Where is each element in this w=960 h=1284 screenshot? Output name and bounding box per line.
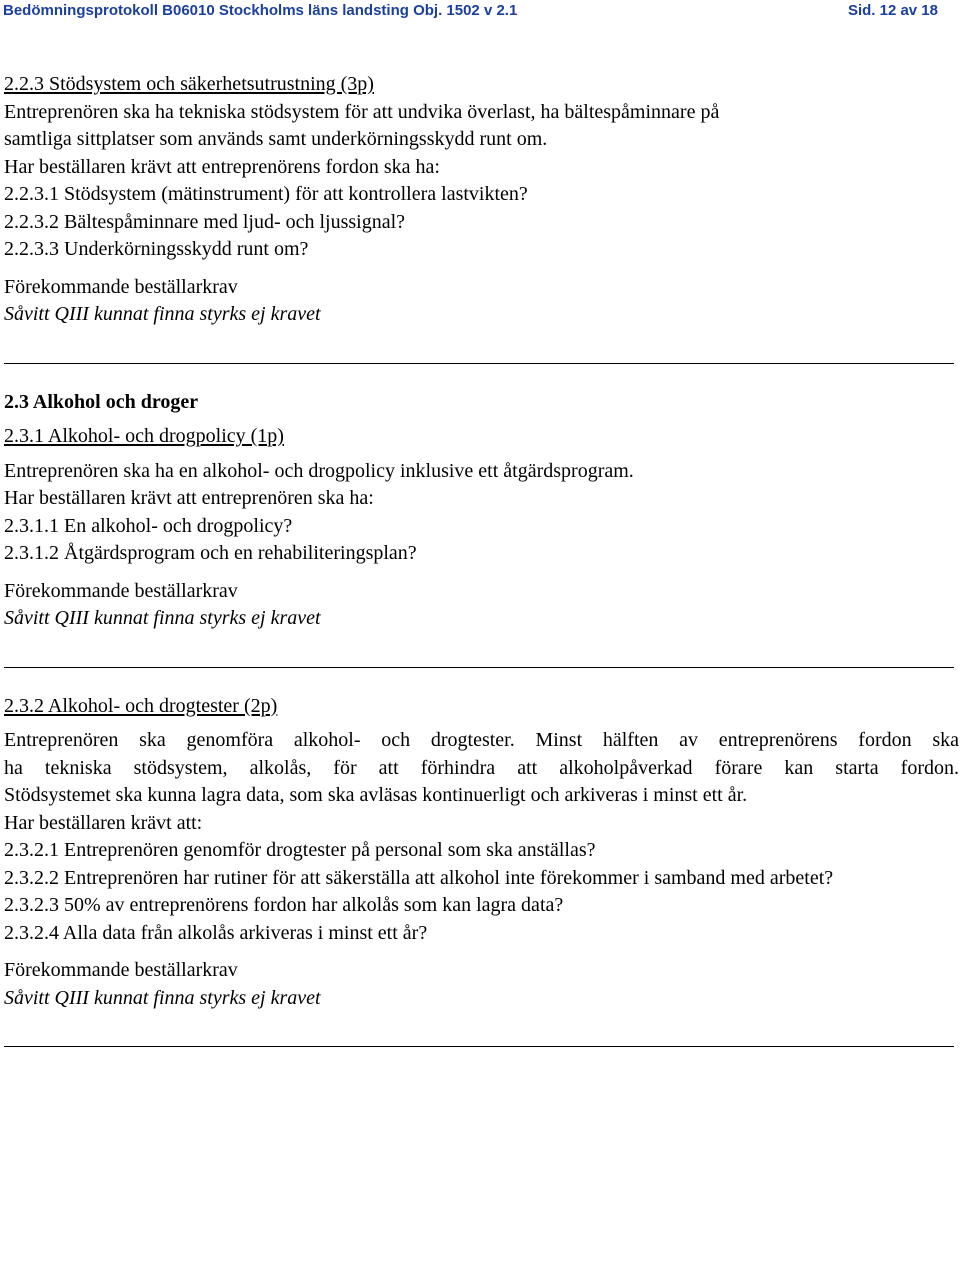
- list-item: 2.2.3.2 Bältespåminnare med ljud- och ljussignal?: [4, 210, 406, 233]
- requirement-result: Såvitt QIII kunnat finna styrks ej kravet: [4, 303, 321, 325]
- page-number: Sid. 12 av 18: [847, 2, 938, 19]
- page-header: [3, 0, 960, 24]
- document-title: Bedömningsprotokoll B06010 Stockholms läns landsting Obj. 1502 v 2.1: [3, 2, 518, 19]
- body-line: Entreprenören ska genomföra alkohol- och drogtester. Minst hälften av entreprenörens fordon ska: [4, 729, 959, 751]
- requirement-intro: Har beställaren krävt att:: [4, 811, 203, 834]
- list-item: 2.3.2.3 50% av entreprenörens fordon har alkolås som kan lagra data?: [4, 894, 564, 916]
- body-line: ha tekniska stödsystem, alkolås, för att förhindra att alkoholpåverkad förare kan starta fordon.: [4, 756, 959, 779]
- list-item: 2.3.1.2 Åtgärdsprogram och en rehabiliteringsplan?: [4, 542, 417, 564]
- requirement-title: Förekommande beställarkrav: [4, 275, 238, 298]
- body-line: Stödsystemet ska kunna lagra data, som ska avläsas kontinuerligt och arkiveras i minst ett år.: [4, 784, 748, 806]
- requirement-result: Såvitt QIII kunnat finna styrks ej kravet: [4, 986, 321, 1009]
- body-line: Entreprenören ska ha tekniska stödsystem för att undvika överlast, ha bältespåminnare på: [4, 100, 720, 123]
- body-line: Entreprenören ska ha en alkohol- och drogpolicy inklusive ett åtgärdsprogram.: [4, 459, 634, 482]
- list-item: 2.3.2.4 Alla data från alkolås arkiveras i minst ett år?: [4, 921, 428, 944]
- requirement-title: Förekommande beställarkrav: [4, 579, 238, 602]
- divider-rule: [4, 1046, 954, 1047]
- section-title-2-3: 2.3 Alkohol och droger: [4, 390, 199, 413]
- section-heading-2-3-2: 2.3.2 Alkohol- och drogtester (2p): [4, 694, 278, 717]
- requirement-intro: Har beställaren krävt att entreprenören ska ha:: [4, 487, 374, 509]
- body-line: samtliga sittplatser som används samt underkörningsskydd runt om.: [4, 128, 548, 150]
- list-item: 2.3.2.1 Entreprenören genomför drogtester på personal som ska anställas?: [4, 839, 596, 861]
- requirement-title: Förekommande beställarkrav: [4, 959, 238, 981]
- requirement-result: Såvitt QIII kunnat finna styrks ej kravet: [4, 607, 321, 629]
- requirement-intro: Har beställaren krävt att entreprenörens fordon ska ha:: [4, 155, 440, 178]
- document-body: [4, 71, 959, 1047]
- list-item: 2.3.1.1 En alkohol- och drogpolicy?: [4, 514, 293, 537]
- list-item: 2.3.2.2 Entreprenören har rutiner för att säkerställa att alkohol inte förekommer i samband med arbetet?: [4, 866, 834, 889]
- section-heading-2-2-3: 2.2.3 Stödsystem och säkerhetsutrustning (3p): [4, 73, 374, 95]
- section-heading-2-3-1: 2.3.1 Alkohol- och drogpolicy (1p): [4, 425, 284, 447]
- list-item: 2.2.3.3 Underkörningsskydd runt om?: [4, 238, 309, 260]
- list-item: 2.2.3.1 Stödsystem (mätinstrument) för att kontrollera lastvikten?: [4, 183, 528, 205]
